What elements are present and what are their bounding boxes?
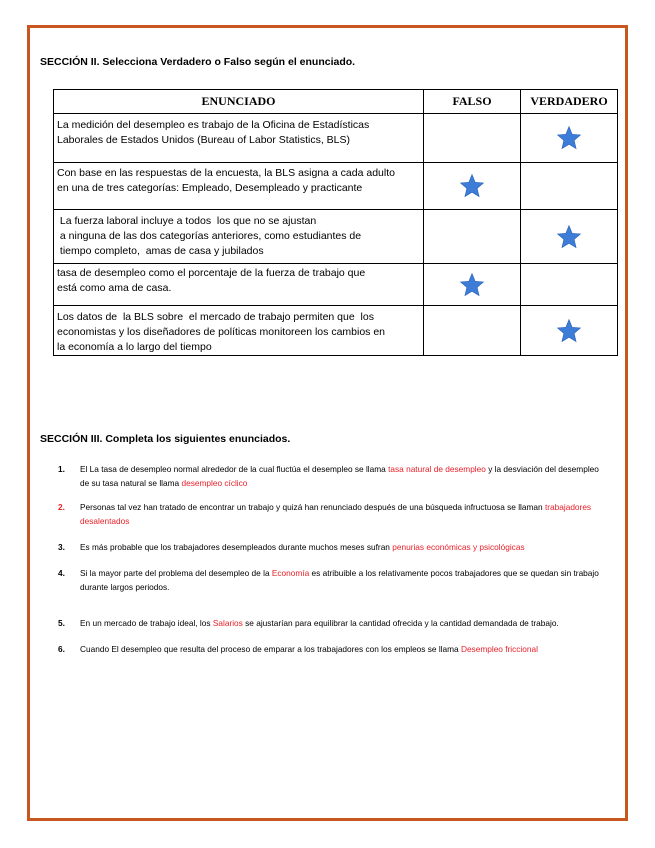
- table-row: [54, 163, 618, 210]
- item-text: En un mercado de trabajo ideal, los: [80, 618, 213, 628]
- answer-cell-true[interactable]: [521, 114, 618, 163]
- header-statement: ENUNCIADO: [54, 90, 424, 114]
- table-row: [54, 306, 618, 356]
- item-text: Cuando El desempleo que resulta del proceso de emparar a los trabajadores con los empleos se llama: [80, 644, 461, 654]
- item-text: y la desviación del desempleo de su tasa natural se llama: [80, 464, 599, 488]
- star-icon: [556, 224, 582, 250]
- header-false: FALSO: [424, 90, 521, 114]
- statement-line: en una de tres categorías: Empleado, Desempleado y practicante: [57, 182, 363, 194]
- item-text: es atribuible a los relativamente pocos trabajadores que se quedan sin trabajo durante largos periodos.: [80, 568, 599, 592]
- true-false-table: [53, 89, 618, 356]
- statement-line: Con base en las respuestas de la encuesta, la BLS asigna a cada adulto: [57, 167, 395, 179]
- statement-line: La fuerza laboral incluye a todos los que no se ajustan: [57, 215, 317, 227]
- star-icon: [459, 272, 485, 298]
- header-true: VERDADERO: [521, 90, 618, 114]
- statement-line: tasa de desempleo como el porcentaje de la fuerza de trabajo que: [57, 267, 366, 279]
- item-text: El La tasa de desempleo normal alrededor de la cual fluctúa el desempleo se llama: [80, 464, 389, 474]
- statement-cell: [54, 114, 424, 163]
- list-item: [58, 462, 610, 490]
- statement-line: Laborales de Estados Unidos (Bureau of Labor Statistics, BLS): [57, 134, 350, 146]
- statement-cell: [54, 306, 424, 356]
- answer-cell-false[interactable]: [424, 264, 521, 306]
- list-item: [58, 500, 610, 528]
- item-text: se ajustarían para equilibrar la cantidad ofrecida y la cantidad demandada de trabajo.: [242, 618, 559, 628]
- item-text: Si la mayor parte del problema del desempleo de la: [80, 568, 272, 578]
- star-icon: [556, 125, 582, 151]
- star-icon: [556, 318, 582, 344]
- item-number: 3.: [58, 542, 65, 552]
- section-3-title: SECCIÓN III. Completa los siguientes enunciados.: [40, 433, 291, 445]
- completion-list: [58, 462, 610, 656]
- statement-cell: [54, 264, 424, 306]
- answer-cell-true[interactable]: [521, 306, 618, 356]
- answer-cell-true[interactable]: [521, 210, 618, 264]
- answer-cell-true[interactable]: [521, 264, 618, 306]
- answer-text: Salarios: [212, 618, 243, 628]
- section-2-title: SECCIÓN II. Selecciona Verdadero o Falso según el enunciado.: [40, 56, 356, 68]
- statement-cell: [54, 163, 424, 210]
- answer-text: trabajadores desalentados: [80, 502, 592, 526]
- answer-cell-false[interactable]: [424, 163, 521, 210]
- answer-text: tasa natural de desempleo: [388, 464, 486, 474]
- statement-line: Los datos de la BLS sobre el mercado de trabajo permiten que los: [57, 311, 374, 323]
- statement-line: a ninguna de las dos categorías anteriores, como estudiantes de: [57, 230, 362, 242]
- answer-text: penurias económicas y psicológicas: [392, 542, 525, 552]
- item-text: Es más probable que los trabajadores desempleados durante muchos meses sufran: [80, 542, 393, 552]
- table-row: [54, 264, 618, 306]
- statement-cell: [54, 210, 424, 264]
- statement-line: La medición del desempleo es trabajo de la Oficina de Estadísticas: [57, 119, 370, 131]
- answer-text: Economía: [271, 568, 310, 578]
- list-item: [58, 540, 610, 554]
- list-item: [58, 566, 610, 594]
- table-row: [54, 210, 618, 264]
- answer-cell-false[interactable]: [424, 114, 521, 163]
- item-number: 6.: [58, 644, 65, 654]
- answer-text: Desempleo friccional: [460, 644, 538, 654]
- list-item: [58, 616, 610, 630]
- item-number: 1.: [58, 464, 65, 474]
- answer-text: desempleo cíclico: [181, 478, 248, 488]
- answer-cell-false[interactable]: [424, 210, 521, 264]
- statement-line: tiempo completo, amas de casa y jubilados: [57, 245, 264, 257]
- item-text: Personas tal vez han tratado de encontrar un trabajo y quizá han renunciado después de una búsqueda infructuosa se llaman: [80, 502, 545, 512]
- answer-cell-true[interactable]: [521, 163, 618, 210]
- table-header-row: [54, 90, 618, 114]
- list-item: [58, 642, 610, 656]
- statement-line: está como ama de casa.: [57, 282, 172, 294]
- table-row: [54, 114, 618, 163]
- statement-line: economistas y los diseñadores de políticas monitoreen los cambios en: [57, 326, 386, 338]
- answer-cell-false[interactable]: [424, 306, 521, 356]
- star-icon: [459, 173, 485, 199]
- statement-line: la economía a lo largo del tiempo: [57, 341, 212, 353]
- item-number: 5.: [58, 618, 65, 628]
- item-number: 2.: [58, 502, 65, 512]
- item-number: 4.: [58, 568, 65, 578]
